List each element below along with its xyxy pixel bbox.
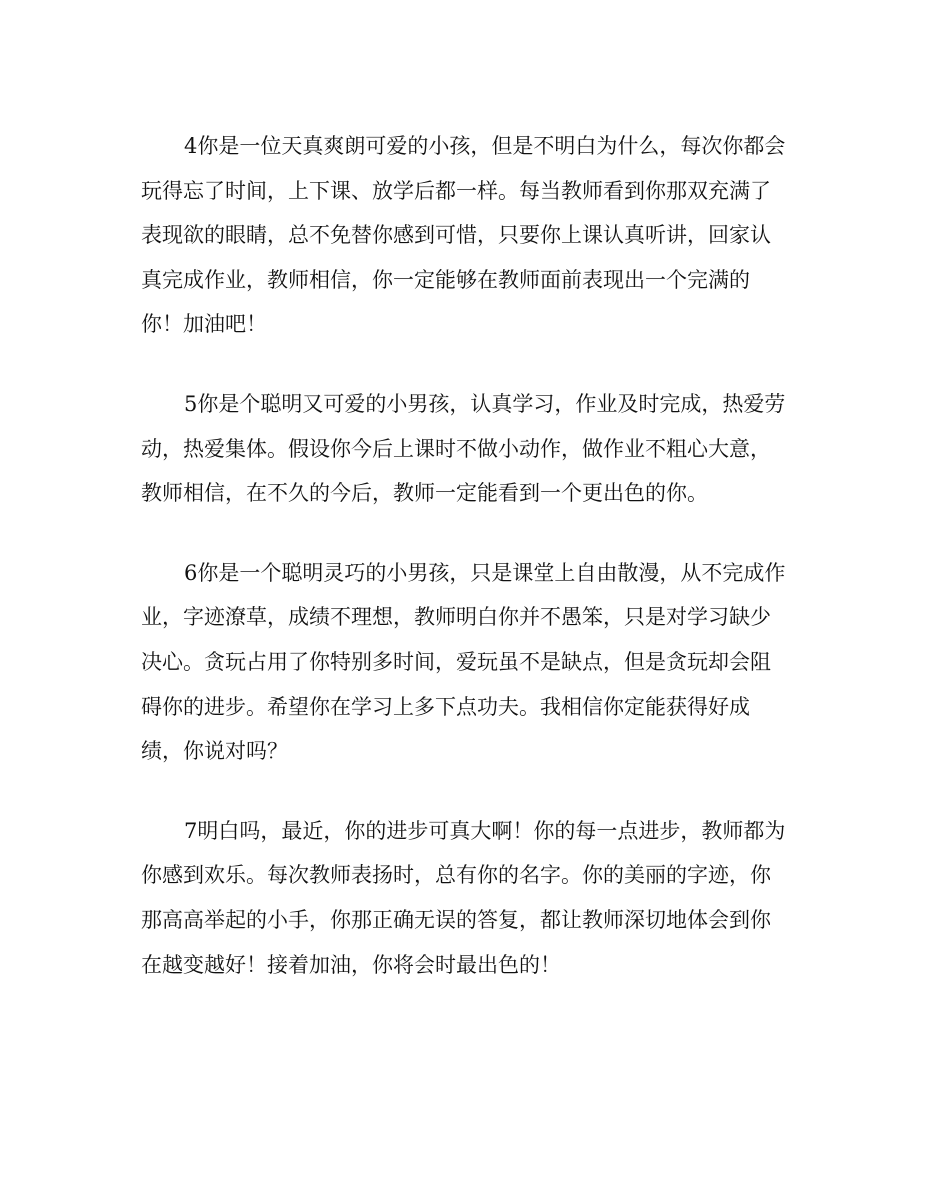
paragraph-line: 表现欲的眼睛，总不免替你感到可惜，只要你上课认真听讲，回家认: [141, 223, 771, 248]
paragraph-line: 你！加油吧！: [141, 312, 267, 337]
paragraph-line: 碍你的进步。希望你在学习上多下点功夫。我相信你定能获得好成: [141, 694, 750, 719]
document-body: [141, 124, 821, 1022]
paragraph-line: 5你是个聪明又可爱的小男孩，认真学习，作业及时完成，热爱劳: [184, 391, 786, 416]
paragraph-line: 真完成作业，教师相信，你一定能够在教师面前表现出一个完满的: [141, 267, 750, 292]
paragraph-line: 那高高举起的小手，你那正确无误的答复，都让教师深切地体会到你: [141, 907, 771, 932]
paragraph-line: 业，字迹潦草，成绩不理想，教师明白你并不愚笨，只是对学习缺少: [141, 605, 771, 630]
paragraph-line: 4你是一位天真爽朗可爱的小孩，但是不明白为什么，每次你都会: [184, 134, 786, 158]
paragraph-line: 动，热爱集体。假设你今后上课时不做小动作，做作业不粗心大意，: [141, 436, 771, 461]
paragraph-7: [141, 809, 821, 987]
paragraph-line: 绩，你说对吗？: [141, 739, 288, 764]
paragraph-line: 决心。贪玩占用了你特别多时间，爱玩虽不是缺点，但是贪玩却会阻: [141, 649, 771, 674]
paragraph-line: 玩得忘了时间，上下课、放学后都一样。每当教师看到你那双充满了: [141, 178, 771, 203]
paragraph-5: [141, 382, 821, 516]
paragraph-line: 你感到欢乐。每次教师表扬时，总有你的名字。你的美丽的字迹，你: [141, 863, 771, 888]
paragraph-line: 7明白吗，最近，你的进步可真大啊！你的每一点进步，教师都为: [184, 818, 786, 843]
paragraph-line: 6你是一个聪明灵巧的小男孩，只是课堂上自由散漫，从不完成作: [184, 560, 786, 585]
paragraph-line: 教师相信，在不久的今后，教师一定能看到一个更出色的你。: [141, 481, 708, 506]
paragraph-6: [141, 551, 821, 774]
paragraph-4: [141, 124, 821, 347]
paragraph-line: 在越变越好！接着加油，你将会时最出色的！: [141, 952, 561, 977]
